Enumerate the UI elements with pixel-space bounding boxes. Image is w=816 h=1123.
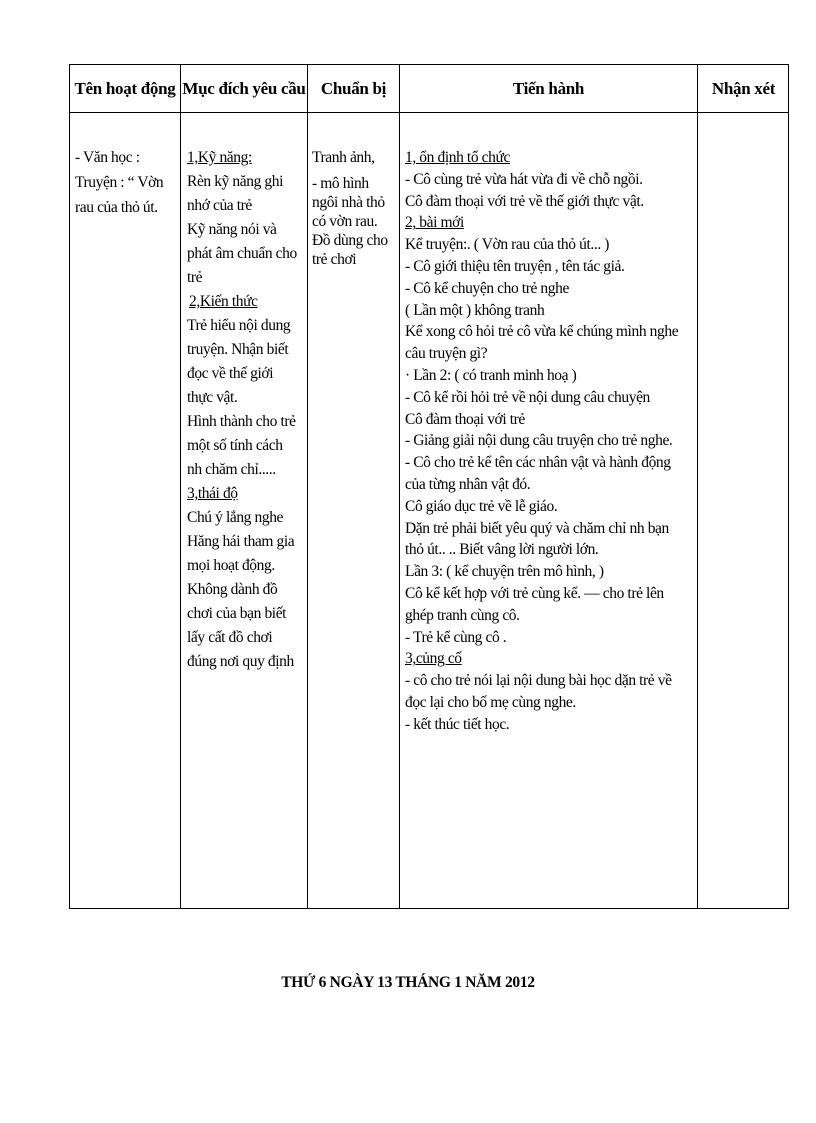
purpose-line: truyện. Nhận biết [187,341,289,358]
procedure-line: ( Lần một ) không tranh [405,301,545,319]
purpose-line: lấy cất đồ chơi [187,629,273,646]
section-1-heading: 1, ổn định tổ chức [405,149,510,166]
prep-line: Đồ dùng cho [312,232,388,249]
procedure-line: Cô đàm thoại với trẻ về thế giới thực vật. [405,192,644,210]
procedure-line: của từng nhân vật đó. [405,475,531,493]
column-divider [399,65,400,908]
purpose-line: Không dành đồ [187,581,278,598]
procedure-line: - Cô cùng trẻ vừa hát vừa đi về chỗ ngồi. [405,170,643,188]
procedure-line: - Giảng giải nội dung câu truyện cho trẻ nghe. [405,432,673,450]
procedure-line: - Cô giới thiệu tên truyện , tên tác giả. [405,257,625,275]
header-activity: Tên hoạt động [74,78,176,98]
purpose-line: đúng nơi quy định [187,653,294,670]
purpose-line: mọi hoạt động. [187,557,275,574]
date-footer: THỨ 6 NGÀY 13 THÁNG 1 NĂM 2012 [281,974,535,991]
procedure-line: - cô cho trẻ nói lại nội dung bài học dặn trẻ về [405,672,672,690]
procedure-line: thỏ út.. .. Biết vâng lời người lớn. [405,541,599,559]
prep-line: Tranh ảnh, [312,149,375,166]
skill-heading: 1,Kỹ năng: [187,149,252,166]
procedure-line: Kể truyện:. ( Vờn rau của thỏ út... ) [405,236,610,254]
prep-line: ngôi nhà thỏ [312,194,385,211]
procedure-line: - Trẻ kể cùng cô . [405,628,507,646]
section-3-heading: 3,củng cố [405,650,462,668]
procedure-line: Kể xong cô hỏi trẻ cô vừa kể chúng mình nghe [405,323,679,341]
purpose-cell [187,112,305,674]
purpose-line: Chú ý lắng nghe [187,509,284,526]
column-divider [180,65,181,908]
header-procedure: Tiến hành [512,78,585,98]
purpose-line: Trẻ hiểu nội dung [187,317,291,334]
purpose-line: phát âm chuẩn cho [187,245,297,262]
preparation-cell [312,112,398,269]
purpose-line: thực vật. [187,389,238,406]
header-remarks: Nhận xét [711,78,776,98]
procedure-line: đọc lại cho bố mẹ cùng nghe. [405,693,576,711]
purpose-line: Rèn kỹ năng ghi [187,173,284,190]
header-purpose: Mục đích yêu cầu [182,78,306,98]
procedure-line: · Lần 2: ( có tranh minh hoạ ) [405,366,577,384]
column-divider [307,65,308,908]
purpose-line: Kỹ năng nói và [187,221,277,238]
section-2-heading: 2, bài mới [405,214,464,232]
procedure-line: Cô kể kết hợp với trẻ cùng kể. — cho trẻ lên [405,584,664,602]
procedure-line: Cô giáo dục trẻ về lễ giáo. [405,497,558,515]
attitude-heading: 3,thái độ [187,485,238,502]
purpose-line: nh chăm chỉ..... [187,461,276,478]
prep-line: - mô hình [312,175,369,192]
procedure-line: - Cô kể chuyện cho trẻ nghe [405,279,569,297]
procedure-line: Cô đàm thoại với trẻ [405,410,525,428]
procedure-line: Dặn trẻ phải biết yêu quý và chăm chỉ nh bạn [405,519,669,537]
lesson-table [69,64,789,909]
prep-line: trẻ chơi [312,251,357,268]
purpose-line: một số tính cách [187,437,283,454]
purpose-line: Hăng hái tham gia [187,533,295,550]
procedure-line: Lần 3: ( kể chuyện trên mô hình, ) [405,563,604,581]
activity-cell [75,112,179,220]
procedure-line: - kết thúc tiết học. [405,715,510,733]
purpose-line: nhớ của trẻ [187,197,252,214]
procedure-line: câu truyện gì? [405,345,488,363]
purpose-line: trẻ [187,269,203,286]
purpose-line: đọc về thế giới [187,365,274,382]
header-preparation: Chuẩn bị [320,78,387,98]
purpose-line: Hình thành cho trẻ [187,413,296,430]
activity-line: - Văn học : [75,149,140,166]
activity-line: Truyện : “ Vờn [75,174,164,191]
knowledge-heading: 2,Kiến thức [189,293,258,310]
procedure-cell [405,112,695,736]
prep-line: có vờn rau. [312,213,378,230]
activity-line: rau của thỏ út. [75,199,158,216]
procedure-line: - Cô kể rồi hỏi trẻ về nội dung câu chuyện [405,388,650,406]
purpose-line: chơi của bạn biết [187,605,287,622]
procedure-line: - Cô cho trẻ kể tên các nhân vật và hành động [405,454,671,472]
column-divider [697,65,698,908]
procedure-line: ghép tranh cùng cô. [405,606,520,624]
